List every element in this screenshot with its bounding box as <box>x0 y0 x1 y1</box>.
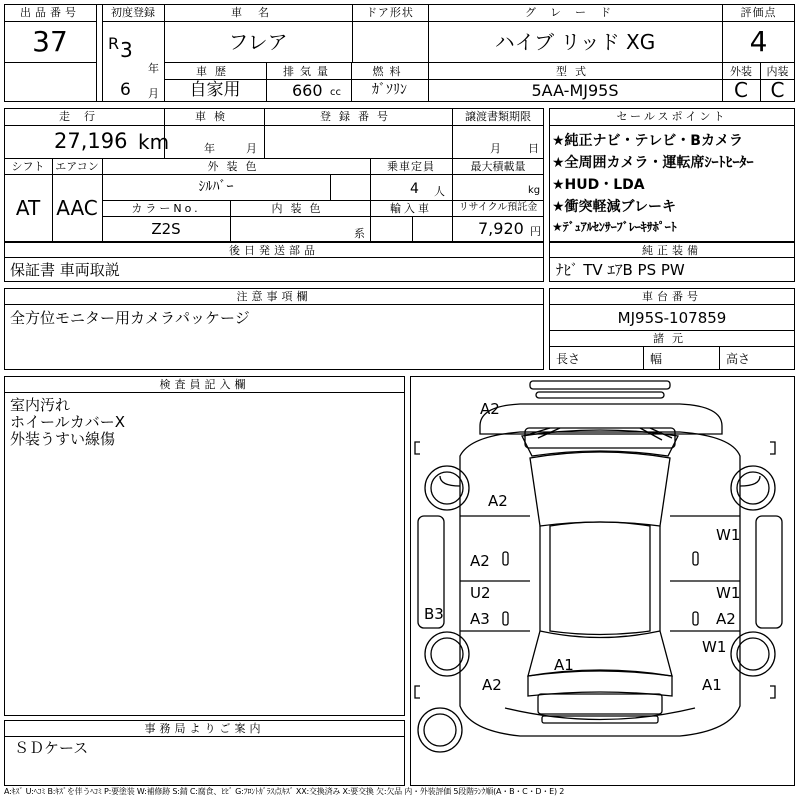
inspector-note: 室内汚れ <box>10 396 71 414</box>
width-label: 幅 <box>650 352 663 366</box>
mark-b3: B3 <box>424 605 444 623</box>
car-name-label: 車名 <box>231 6 285 19</box>
transfer-month-unit: 月 <box>490 142 501 155</box>
era-prefix: R <box>108 34 120 53</box>
mark-a2-top: A2 <box>480 400 500 418</box>
mark-w1-right-1: W1 <box>716 526 741 544</box>
door-label: ドア形状 <box>366 6 414 19</box>
selling-point: ★HUD・LDA <box>552 177 645 193</box>
damage-legend: A:ｷｽﾞ U:ﾍｺﾐ B:ｷｽﾞを伴うﾍｺﾐ P:要塗装 W:補修跡 S:錆 C:腐食、ﾋﾋﾞ G:ﾌﾛﾝﾄｶﾞﾗｽ点ｷｽﾞ XX:交換済み X:要交換 欠:欠品 内・外装評価 5段階ﾗﾝｸ順(A・B・C・D・E) 2 <box>4 787 565 796</box>
recycle-label: リサイクル預託金 <box>458 202 538 213</box>
grade-value: ハイブ リッド XG <box>494 30 656 54</box>
reg-year: 3 <box>120 38 133 62</box>
shift-value: AT <box>15 196 41 220</box>
inspector-note: ホイールカバーX <box>10 413 125 431</box>
reg-month: 6 <box>120 80 131 100</box>
capacity-value: 4 <box>410 181 419 197</box>
max-load-label: 最大積載量 <box>470 160 526 173</box>
selling-points-label: セールスポイント <box>616 110 728 123</box>
ac-value: AAC <box>56 196 98 220</box>
int-color-label: 内装色 <box>271 202 329 215</box>
mark-a2-right: A2 <box>716 610 736 628</box>
mileage-label: 走行 <box>59 110 109 123</box>
displacement-unit: cc <box>330 87 341 98</box>
fuel-value: ｶﾞｿﾘﾝ <box>372 82 407 98</box>
car-damage-diagram <box>410 376 795 786</box>
interior-label: 内装 <box>766 65 789 78</box>
mark-u2: U2 <box>470 584 491 602</box>
car-name: フレア <box>228 30 288 54</box>
year-unit: 年 <box>148 62 159 75</box>
max-load-unit: kg <box>528 185 541 196</box>
chassis-label: 車台番号 <box>642 290 702 303</box>
lot-label: 出品番号 <box>20 6 80 19</box>
fuel-label: 燃料 <box>372 65 407 78</box>
first-reg-label: 初度登録 <box>111 6 155 19</box>
specs-label: 諸元 <box>653 332 691 345</box>
capacity-label: 乗車定員 <box>387 160 435 173</box>
ac-label: エアコン <box>55 160 99 173</box>
office-value: ＳＤケース <box>14 739 89 757</box>
later-parts-label: 後日発送部品 <box>229 244 319 257</box>
genuine-equipment-label: 純正装備 <box>642 244 702 257</box>
inspection-year-unit: 年 <box>204 142 215 155</box>
month-unit: 月 <box>148 87 159 100</box>
mark-a2-hood: A2 <box>488 492 508 510</box>
mark-w1-right-2: W1 <box>716 584 741 602</box>
transfer-day-unit: 日 <box>528 142 539 155</box>
recycle-value: 7,920 <box>478 219 524 238</box>
import-label: 輸入車 <box>390 202 432 215</box>
reg-no-label: 登録番号 <box>320 110 396 123</box>
transfer-label: 譲渡書類期限 <box>465 110 531 123</box>
displacement-label: 排気量 <box>283 65 334 78</box>
exterior-value: C <box>734 78 748 102</box>
interior-value: C <box>770 78 785 102</box>
rating-label: 評価点 <box>740 6 777 19</box>
mileage-value: 27,196 <box>54 129 128 153</box>
history-label: 車歴 <box>196 65 234 78</box>
shift-label: シフト <box>11 160 45 173</box>
selling-point: ★ﾃﾞｭｱﾙｾﾝｻｰﾌﾞﾚｰｷｻﾎﾟｰﾄ <box>552 220 677 234</box>
model-label: 型式 <box>556 65 594 78</box>
mark-a1-trunk: A1 <box>554 656 574 674</box>
lot-number: 37 <box>32 25 68 58</box>
capacity-unit: 人 <box>434 185 445 198</box>
exterior-label: 外装 <box>730 65 752 78</box>
model-value: 5AA-MJ95S <box>531 81 619 100</box>
mileage-unit: km <box>138 130 170 154</box>
inspection-month-unit: 月 <box>246 142 257 155</box>
length-label: 長さ <box>556 352 581 366</box>
rating-value: 4 <box>749 25 768 58</box>
recycle-unit: 円 <box>530 225 541 238</box>
selling-point: ★衝突軽減ブレーキ <box>552 199 676 215</box>
int-color-unit: 系 <box>354 227 365 240</box>
inspection-label: 車検 <box>195 110 233 123</box>
later-parts-value: 保証書 車両取説 <box>10 261 120 279</box>
mark-a3: A3 <box>470 610 490 628</box>
selling-points-list <box>552 130 795 240</box>
notes-label: 注意事項欄 <box>236 290 312 303</box>
height-label: 高さ <box>726 352 751 366</box>
selling-point: ★全周囲カメラ・運転席ｼｰﾄﾋｰﾀｰ <box>552 155 754 171</box>
mark-w1-right-3: W1 <box>702 638 727 656</box>
ext-color-label: 外装色 <box>207 160 265 173</box>
mark-a1-right-rear: A1 <box>702 676 722 694</box>
mark-a2-left-front-door: A2 <box>470 552 490 570</box>
notes-value: 全方位モニター用カメラパッケージ <box>10 309 250 327</box>
genuine-equipment-value: ﾅﾋﾞ TV ｴｱB PS PW <box>556 261 685 279</box>
history-value: 自家用 <box>189 80 241 100</box>
office-label: 事務局よりご案内 <box>144 722 265 735</box>
displacement-value: 660 <box>292 81 323 100</box>
selling-point: ★純正ナビ・テレビ・Bカメラ <box>552 133 743 149</box>
color-no-label: カラーNo. <box>131 202 201 215</box>
inspector-label: 検査員記入欄 <box>159 378 250 391</box>
inspector-notes <box>10 397 125 448</box>
inspector-note: 外装うすい線傷 <box>10 430 116 448</box>
chassis-value: MJ95S-107859 <box>617 309 727 327</box>
mark-a2-left-rear: A2 <box>482 676 502 694</box>
color-no-value: Z2S <box>151 220 181 238</box>
ext-color-value: ｼﾙﾊﾞｰ <box>198 179 234 195</box>
grade-label: グレード <box>525 6 625 19</box>
